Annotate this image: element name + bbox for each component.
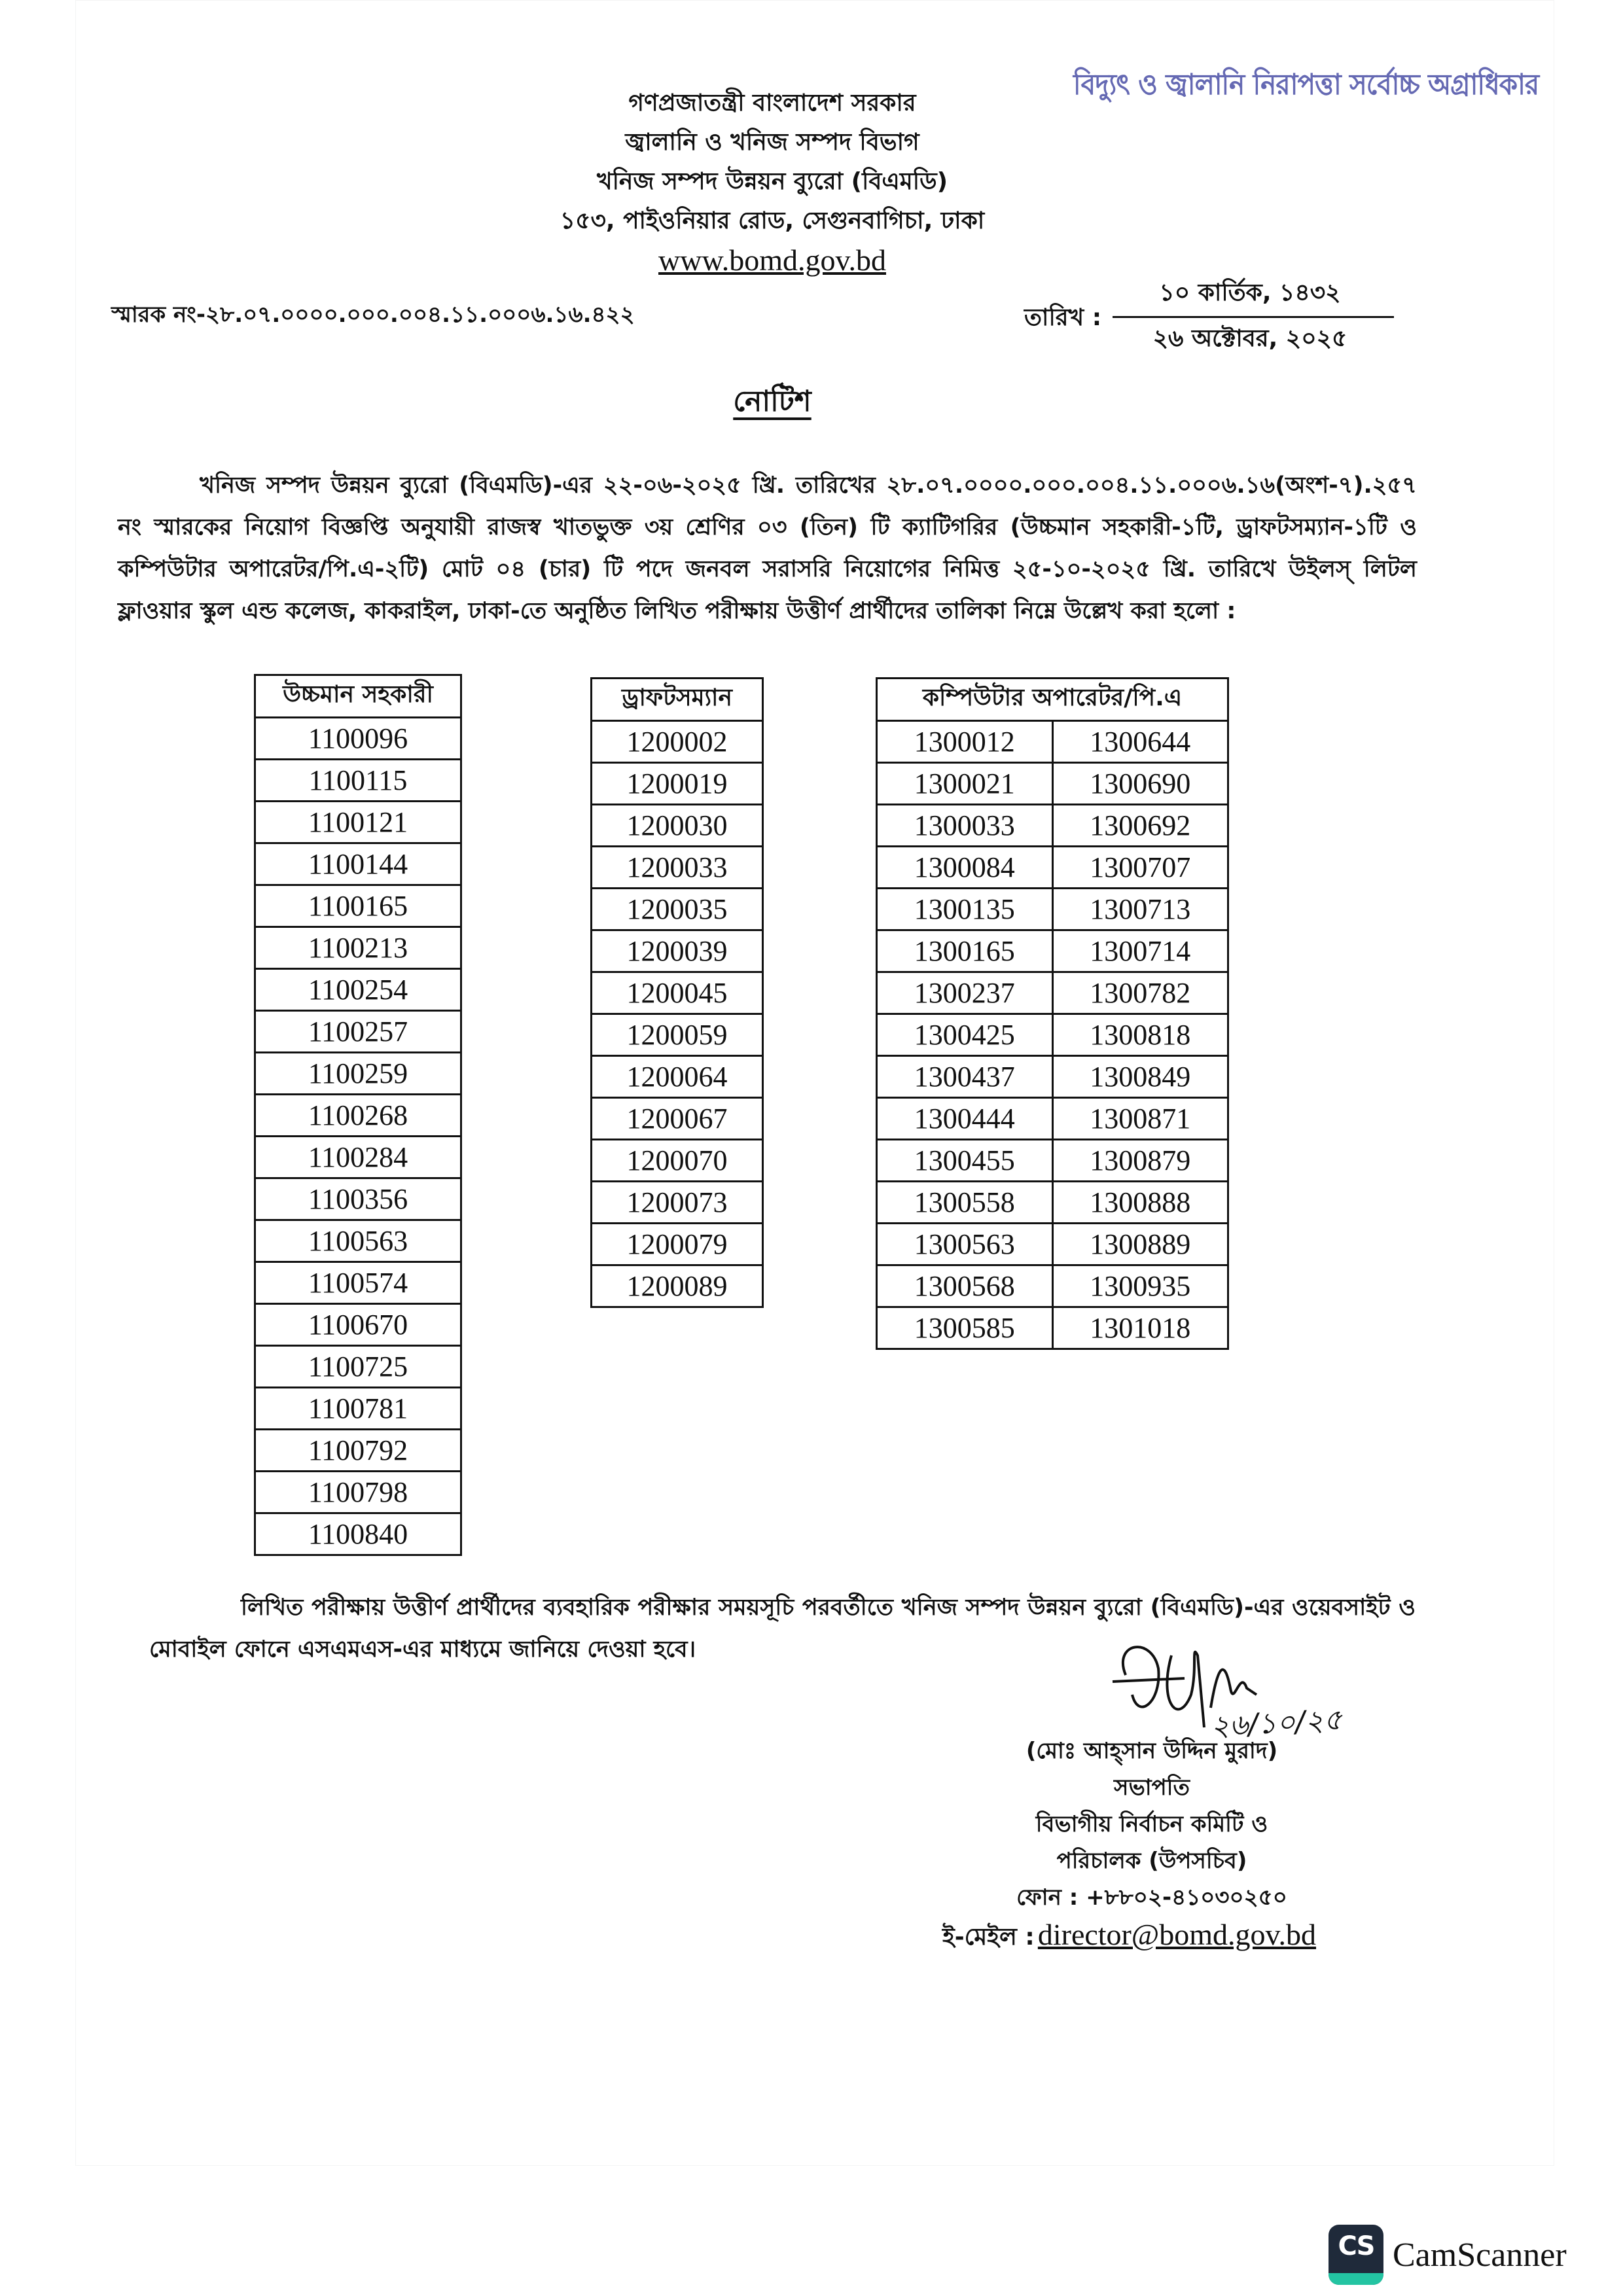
- table-row: [877, 1014, 1228, 1056]
- address: ১৫৩, পাইওনিয়ার রোড, সেগুনবাগিচা, ঢাকা: [560, 207, 985, 234]
- table-row: [592, 763, 763, 805]
- roll-number: 1100563: [255, 1220, 461, 1262]
- camscanner-logo-icon: CS: [1329, 2225, 1383, 2285]
- roll-number: 1300444: [877, 1098, 1053, 1140]
- computer-operator-table: [876, 677, 1229, 1350]
- govt-name: গণপ্রজাতন্ত্রী বাংলাদেশ সরকার: [628, 90, 916, 116]
- roll-number: 1200073: [592, 1182, 763, 1224]
- roll-number: 1200089: [592, 1265, 763, 1307]
- table-row: [592, 1140, 763, 1182]
- table-row: [592, 721, 763, 763]
- signatory-title-2: বিভাগীয় নির্বাচন কমিটি ও: [1035, 1811, 1268, 1837]
- roll-number: 1300084: [877, 847, 1053, 889]
- roll-number: 1200033: [592, 847, 763, 889]
- table-row: [877, 972, 1228, 1014]
- table-row: [255, 969, 461, 1011]
- table-row: [877, 1140, 1228, 1182]
- signatory-title-3: পরিচালক (উপসচিব): [1056, 1848, 1247, 1874]
- email-row: [942, 1917, 1316, 1956]
- body-paragraph: [118, 465, 1417, 632]
- table-row: [877, 889, 1228, 930]
- table-row: [255, 802, 461, 843]
- roll-number: 1300012: [877, 721, 1053, 763]
- roll-number: 1300135: [877, 889, 1053, 930]
- roll-number: 1300818: [1052, 1014, 1228, 1056]
- roll-number: 1100792: [255, 1430, 461, 1472]
- table-row: [592, 805, 763, 847]
- email-label: ই-মেইল :: [942, 1924, 1035, 1951]
- table-row: [592, 972, 763, 1014]
- table-row: [877, 1265, 1228, 1307]
- roll-number: 1200035: [592, 889, 763, 930]
- roll-number: 1300558: [877, 1182, 1053, 1224]
- handwritten-date: ২৬/১০/২৫: [1209, 1703, 1344, 1744]
- roll-number: 1100840: [255, 1513, 461, 1555]
- roll-number: 1300871: [1052, 1098, 1228, 1140]
- memo-number: স্মারক নং-২৮.০৭.০০০০.০০০.০০৪.১১.০০০৬.১৬.৪২২: [111, 302, 635, 328]
- table-row: [877, 1307, 1228, 1349]
- body-text: খনিজ সম্পদ উন্নয়ন ব্যুরো (বিএমডি)-এর ২২-০৬-২০২৫ খ্রি. তারিখের ২৮.০৭.০০০০.০০০.০০৪.১১.০০০৬.১৬(অংশ-৭).২৫৭ নং স্মারকের নিয়োগ বিজ্ঞপ্তি অনুযায়ী রাজস্ব খাতভুক্ত ৩য় শ্রেণির ০৩ (তিন) টি ক্যাটিগরির (উচ্চমান সহকারী-১টি, ড্রাফটসম্যান-১টি ও কম্পিউটার অপারেটর/পি.এ-২টি) মোট ০৪ (চার) টি পদে জনবল সরাসরি নিয়োগের নিমিত্ত ২৫-১০-২০২৫ খ্রি. তারিখে উইলস্ লিটল ফ্লাওয়ার স্কুল এন্ড কলেজ, কাকরাইল, ঢাকা-তে অনুষ্ঠিত লিখিত পরীক্ষায় উত্তীর্ণ প্রার্থীদের তালিকা নিম্নে উল্লেখ করা হলো :: [118, 472, 1417, 624]
- table-row: [592, 1265, 763, 1307]
- signature-block: [969, 1733, 1335, 1916]
- table-row: [255, 1304, 461, 1346]
- table-row: [255, 927, 461, 969]
- table-row: [255, 718, 461, 760]
- table-row: [255, 1346, 461, 1388]
- table-row: [592, 889, 763, 930]
- table-row: [255, 1053, 461, 1095]
- table-row: [255, 1220, 461, 1262]
- roll-number: 1100121: [255, 802, 461, 843]
- website-link[interactable]: www.bomd.gov.bd: [658, 243, 886, 277]
- roll-number: 1100254: [255, 969, 461, 1011]
- roll-number: 1300690: [1052, 763, 1228, 805]
- roll-number: 1200002: [592, 721, 763, 763]
- table-header: ড্রাফটসম্যান: [592, 679, 763, 721]
- roll-number: 1200079: [592, 1224, 763, 1265]
- roll-number: 1200019: [592, 763, 763, 805]
- table-row: [877, 1182, 1228, 1224]
- table-row: [255, 1388, 461, 1430]
- table-row: [255, 760, 461, 802]
- email-link[interactable]: director@bomd.gov.bd: [1037, 1918, 1317, 1951]
- signatory-name: (মোঃ আহ্সান উদ্দিন মুরাদ): [1026, 1738, 1278, 1764]
- table-row: [255, 1430, 461, 1472]
- roll-number: 1200064: [592, 1056, 763, 1098]
- roll-number: 1300033: [877, 805, 1053, 847]
- roll-number: 1300568: [877, 1265, 1053, 1307]
- table-row: [877, 1056, 1228, 1098]
- table-row: [592, 1098, 763, 1140]
- roll-number: 1100284: [255, 1137, 461, 1178]
- table-row: [877, 763, 1228, 805]
- table-row: [255, 843, 461, 885]
- roll-number: 1100259: [255, 1053, 461, 1095]
- table-row: [592, 930, 763, 972]
- roll-number: 1100670: [255, 1304, 461, 1346]
- table-row: [592, 1056, 763, 1098]
- roll-number: 1300455: [877, 1140, 1053, 1182]
- roll-number: 1300437: [877, 1056, 1053, 1098]
- date-divider: [1113, 316, 1394, 318]
- date-bangla: ১০ কার্তিক, ১৪৩২: [1159, 279, 1341, 306]
- roll-number: 1100144: [255, 843, 461, 885]
- roll-number: 1100257: [255, 1011, 461, 1053]
- date-label: তারিখ :: [1024, 304, 1102, 331]
- roll-number: 1300692: [1052, 805, 1228, 847]
- roll-number: 1300707: [1052, 847, 1228, 889]
- bureau-name: খনিজ সম্পদ উন্নয়ন ব্যুরো (বিএমডি): [596, 168, 948, 195]
- roll-number: 1300879: [1052, 1140, 1228, 1182]
- table-row: [255, 885, 461, 927]
- table-row: [255, 1472, 461, 1513]
- roll-number: 1300888: [1052, 1182, 1228, 1224]
- table-row: [592, 1014, 763, 1056]
- roll-number: 1100115: [255, 760, 461, 802]
- roll-number: 1100798: [255, 1472, 461, 1513]
- roll-number: 1200045: [592, 972, 763, 1014]
- division-name: জ্বালানি ও খনিজ সম্পদ বিভাগ: [625, 129, 919, 156]
- roll-number: 1200039: [592, 930, 763, 972]
- table-header: উচ্চমান সহকারী: [255, 675, 461, 718]
- footer-text: লিখিত পরীক্ষায় উত্তীর্ণ প্রার্থীদের ব্যবহারিক পরীক্ষার সময়সূচি পরবর্তীতে খনিজ সম্পদ উন্নয়ন ব্যুরো (বিএমডি)-এর ওয়েবসাইট ও মোবাইল ফোনে এসএমএস-এর মাধ্যমে জানিয়ে দেওয়া হবে।: [149, 1595, 1416, 1663]
- date-english: ২৬ অক্টোবর, ২০২৫: [1152, 325, 1347, 352]
- table-row: [255, 1262, 461, 1304]
- table-row: [255, 1137, 461, 1178]
- roll-number: 1300021: [877, 763, 1053, 805]
- table-row: [877, 805, 1228, 847]
- roll-number: 1300889: [1052, 1224, 1228, 1265]
- roll-number: 1100356: [255, 1178, 461, 1220]
- roll-number: 1100781: [255, 1388, 461, 1430]
- roll-number: 1100574: [255, 1262, 461, 1304]
- roll-number: 1200067: [592, 1098, 763, 1140]
- priority-stamp: বিদ্যুৎ ও জ্বালানি নিরাপত্তা সর্বোচ্চ অগ্রাধিকার: [1073, 68, 1539, 101]
- roll-number: 1100268: [255, 1095, 461, 1137]
- roll-number: 1301018: [1052, 1307, 1228, 1349]
- camscanner-name: CamScanner: [1393, 2236, 1567, 2274]
- roll-number: 1100096: [255, 718, 461, 760]
- roll-number: 1200030: [592, 805, 763, 847]
- roll-number: 1300714: [1052, 930, 1228, 972]
- roll-number: 1300935: [1052, 1265, 1228, 1307]
- roll-number: 1300237: [877, 972, 1053, 1014]
- table-row: [592, 1182, 763, 1224]
- table-row: [255, 1178, 461, 1220]
- table-row: [255, 1095, 461, 1137]
- roll-number: 1200070: [592, 1140, 763, 1182]
- roll-number: 1300644: [1052, 721, 1228, 763]
- uccoman-sohokari-table: [254, 674, 462, 1556]
- notice-title: নোটিশ: [733, 385, 812, 418]
- roll-number: 1300425: [877, 1014, 1053, 1056]
- roll-number: 1100165: [255, 885, 461, 927]
- signatory-title-1: সভাপতি: [1114, 1775, 1190, 1801]
- table-row: [877, 1224, 1228, 1265]
- draftsman-table: [590, 677, 764, 1308]
- table-row: [592, 847, 763, 889]
- table-row: [877, 1098, 1228, 1140]
- table-row: [255, 1513, 461, 1555]
- roll-number: 1300713: [1052, 889, 1228, 930]
- table-row: [877, 847, 1228, 889]
- roll-number: 1200059: [592, 1014, 763, 1056]
- table-row: [592, 1224, 763, 1265]
- signatory-phone: ফোন : +৮৮০২-৪১০৩০২৫০: [1016, 1884, 1287, 1911]
- table-row: [255, 1011, 461, 1053]
- table-row: [877, 930, 1228, 972]
- roll-number: 1300849: [1052, 1056, 1228, 1098]
- roll-number: 1300782: [1052, 972, 1228, 1014]
- roll-number: 1300563: [877, 1224, 1053, 1265]
- camscanner-watermark: [1329, 2225, 1567, 2285]
- roll-number: 1100213: [255, 927, 461, 969]
- table-row: [877, 721, 1228, 763]
- letterhead: [510, 84, 1034, 280]
- roll-number: 1300585: [877, 1307, 1053, 1349]
- roll-number: 1100725: [255, 1346, 461, 1388]
- table-header: কম্পিউটার অপারেটর/পি.এ: [877, 679, 1228, 721]
- roll-number: 1300165: [877, 930, 1053, 972]
